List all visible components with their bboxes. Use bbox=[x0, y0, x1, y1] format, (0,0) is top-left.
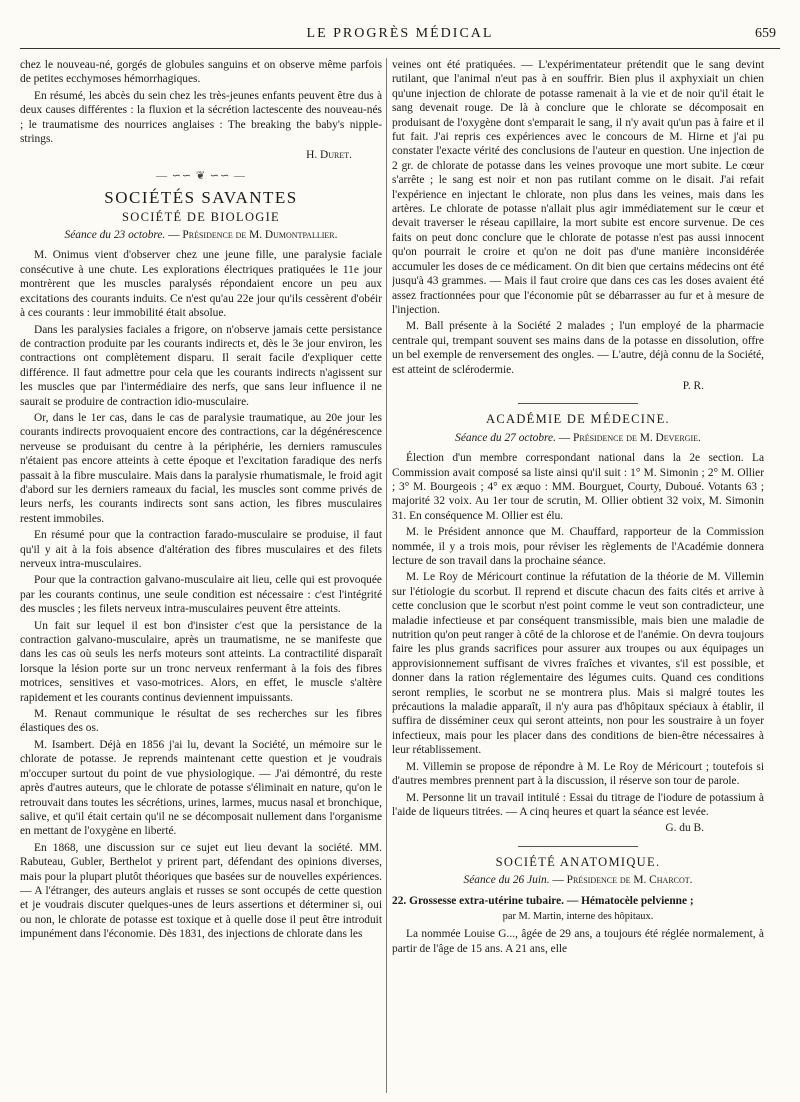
seance-anatomique-date: Séance du 26 Juin. bbox=[463, 874, 550, 887]
left-column bbox=[20, 58, 382, 1098]
journal-title: LE PROGRÈS MÉDICAL bbox=[306, 26, 494, 41]
seance-anatomique bbox=[392, 873, 764, 887]
paragraph-onimus: M. Onimus vient d'observer chez une jeune fille, une paralysie faciale consécutive à une chute. Les explorations électriques pratiquées le 11e jour montrèrent que les muscles paralysés répondaient encore un peu aux excitations des courants induits. Ce n'est qu'au 22e jour qu'ils cessèrent d'obéir à ces courants : leur immobilité était absolue. bbox=[20, 249, 382, 320]
society-title-anatomique: SOCIÉTÉ ANATOMIQUE. bbox=[495, 854, 661, 869]
society-title-academie: ACADÉMIE DE MÉDECINE. bbox=[486, 412, 670, 427]
signature-row-gdb bbox=[392, 821, 704, 835]
paragraph-election: Élection d'un membre correspondant national dans la 2e section. La Commission avait composé sa liste ainsi qu'il suit : 1° M. Simonin ; 2° M. Ollier ; 3° M. Bourgeois ; 4° ex æquo : MM. Bourguet, Courty, Duboué. Votants 63 ; majorité 32 voix. Au 1er tour de scrutin, M. Ollier obtient 32 voix, M. Simonin 31. En conséquence M. Ollier est élu. bbox=[392, 452, 764, 522]
paragraph-insister: Un fait sur lequel il est bon d'insister c'est que la persistance de la contraction galvano-musculaire, après un traumatisme, ne se manifeste que dans les cas où seuls les nerfs moteurs sont atteints. La contractilité disparaît lorsque la lésion porte sur un tronc nerveux renfermant à la fois des fibres motrices, sensitives et vaso-motrices. Alors, en effet, le muscle s'altère rapidement et les courants continus deviennent impuissants. bbox=[20, 619, 382, 704]
paragraph-traumatique: Or, dans le 1er cas, dans le cas de paralysie traumatique, au 20e jour les courants indirects provoquaient encore des contractions, car la dégénérescence nerveuse se produisant du centre à la périphérie, les derniers ramuscules n'étaient pas encore atteints à cette époque et l'excitation faradique des nerfs passait à la fibre musculaire. Mais dans la paralysie rhumatismale, le froid agit d'abord sur les derniers rameaux du facial, les muscles sont comme privés de leurs nerfs, les courants indirects sont sans action, les fibres musculaires restent immobiles. bbox=[20, 411, 382, 525]
paragraph-president: M. le Président annonce que M. Chauffard, rapporteur de la Commission nommée, il y a trois mois, pour réviser les règlements de l'Académie donnera lecture de son travail dans la prochaine séance. bbox=[392, 526, 764, 567]
paragraph-1868: En 1868, une discussion sur ce sujet eut lieu devant la société. MM. Rabuteau, Gubler, Berthelot y prirent part, défendant des opinions diverses, mais pour la plupart plutôt théoriques que basées sur de nouvelles expériences. — A l'étranger, des auteurs anglais et russes se sont occupés de cette question et je voudrais discuter quelques-unes de leurs assertions et déterminer si, oui ou non, le chlorate de potasse est toxique et à quelle dose il peut être introduit impunément dans l'économie. Dès 1831, des injections de chlorate dans les bbox=[20, 841, 382, 941]
paragraph-isambert: M. Isambert. Déjà en 1856 j'ai lu, devant la Société, un mémoire sur le chlorate de potasse. Je reprends maintenant cette question et je voudrais m'occuper surtout du point de vue physiologique. — J'ai démontré, du reste après d'autres auteurs, que le chlorate de potasse s'éliminait en nature, qu'on le retrouvait dans toutes les sécrétions, urines, larmes, mucus nasal et bronchique, salive, et qu'il était certain qu'il ne se décomposait nullement dans l'organisme en mettant de l'oxygène en liberté. bbox=[20, 738, 382, 838]
seance-academie bbox=[392, 431, 764, 445]
signature-duret: H. Duret. bbox=[306, 149, 352, 162]
paragraph-ball: M. Ball présente à la Société 2 malades ; l'un employé de la pharmacie centrale qui, trempant souvent ses mains dans de la potasse en dissolution, offre un bel exemple de renversement des ongles. — L'autre, déjà connu de la Société, est atteint de sclérodermie. bbox=[392, 320, 764, 376]
ornament-divider: — ∽∽ ❦ ∽∽ — bbox=[155, 169, 247, 182]
observation-title: 22. Grossesse extra-utérine tubaire. — Hématocèle pelvienne ; bbox=[392, 894, 694, 907]
seance-biologie-date: Séance du 23 octobre. bbox=[64, 229, 166, 242]
paragraph-louise: La nommée Louise G..., âgée de 29 ans, a toujours été réglée normalement, à partir de l'âge de 15 ans. A 21 ans, elle bbox=[392, 928, 764, 955]
paragraph-villemin: M. Villemin se propose de répondre à M. Le Roy de Méricourt ; toutefois si d'autres membres prennent part à la discussion, il réserve son tour de parole. bbox=[392, 760, 764, 788]
paragraph-intro-continued: chez le nouveau-né, gorgés de globules sanguins et on observe même parfois de petites ecchymoses hémorrhagiques. bbox=[20, 59, 382, 86]
seance-biologie-presidence: — Présidence de M. Dumontpallier. bbox=[168, 229, 338, 242]
paragraph-galvano: Pour que la contraction galvano-musculaire ait lieu, celle qui est provoquée par les courants continus, une seule condition est nécessaire : c'est l'intégrité des muscles ; les filets nerveux intra-musculaires peuvent être atteints. bbox=[20, 574, 382, 616]
signature-row-pr bbox=[392, 379, 704, 393]
paragraph-personne: M. Personne lit un travail intitulé : Essai du titrage de l'iodure de potassium à l'aide de liqueurs titrées. — A cinq heures et quart la séance est levée. bbox=[392, 791, 764, 818]
seance-academie-date: Séance du 27 octobre. bbox=[455, 431, 556, 444]
section-title: SOCIÉTÉS SAVANTES bbox=[104, 188, 298, 208]
section-rule-2 bbox=[518, 846, 638, 847]
society-title-biologie: SOCIÉTÉ DE BIOLOGIE bbox=[121, 209, 280, 224]
right-column bbox=[392, 58, 764, 1098]
paragraph-renaut: M. Renaut communique le résultat de ses recherches sur les fibres élastiques des os. bbox=[20, 708, 382, 735]
paragraph-resume: En résumé, les abcès du sein chez les très-jeunes enfants peuvent être dus à deux causes différentes : la fluxion et la sécrétion lactescente des nouveau-nés ; le traumatisme des nourrices anglaises : The breaking the baby's nipple-strings. bbox=[20, 89, 382, 146]
signature-row bbox=[20, 148, 352, 162]
signature-gdb: G. du B. bbox=[665, 822, 704, 835]
paragraph-leroy: M. Le Roy de Méricourt continue la réfutation de la théorie de M. Villemin sur l'étiologie du scorbut. Il reprend et discute chacun des faits cités et arrive à cette conclusion que le scorbut n'est point comme le veut son contradicteur, une maladie infectieuse et par conséquent transmissible, mais bien une maladie de nutrition qu'on peut ranger à côté de la chlorose et de l'anémie. On devra toujours faire les plus grands sacrifices pour assurer aux troupes ou aux équipages un approvisionnement suffisant de vivres fraîches et vivantes, s'il est possible, et donner dans la ration réglementaire des légumes cuits. Quand ces conditions seront remplies, le scorbut ne se montrera plus. Mais si malgré toutes les précautions la maladie apparaît, il n'y aura pas d'hôpitaux spéciaux à établir, il suffira de disséminer ceux qui seront atteints, non pour les soustraire à un foyer infectieux, mais pour les placer dans des conditions de bien-être nécessaires à leur rétablissement. bbox=[392, 571, 764, 757]
page-header bbox=[20, 8, 780, 49]
paragraph-veines: veines ont été pratiquées. — L'expérimentateur prétendit que le sang devint rutilant, que l'animal n'eut pas à en souffrir. Bien plus il axphyxiait un chien qu'une injection de chlorate de potasse ramenait à la vie et de noir qu'il était le sang devenait rouge. De là à conclure que le chlorate se décomposait en produisant de l'oxygène dont s'emparait le sang, il n'y avait qu'un pas à faire et il fut fait. J'ai repris ces expériences avec le concours de M. Hirne et j'ai pu constater l'exacte vérité des conclusions de l'auteur en question. Une injection de 2 gr. de chlorate de potasse dans les veines provoque une mort subite. Le cœur s'arrête ; le sang est noir et non pas rutilant comme on le disait. J'ai refait l'expérience en injectant le chlorate, non plus dans les veines, mais dans les artères. Le chlorate de potasse n'allait plus agir immédiatement sur le cœur et devait traverser le réseau capillaire, la mort subite est encore survenue. De ces faits on peut donc conclure que le chlorate de potasse n'est pas aussi innocent qu'on pourrait le croire et qu'on ne doit pas d'une manière inconsidérée accumuler les doses de ce médicament. On dit bien que certains médecins ont été jusqu'à 43 grammes. — Mais il faut croire que dans ces cas les doses avaient été assez fractionnées pour que l'économie pût se débarrasser au fur et à mesure de l'injection. bbox=[392, 59, 764, 316]
column-divider bbox=[386, 58, 387, 1093]
observation-author: par M. Martin, interne des hôpitaux. bbox=[502, 910, 654, 922]
seance-anatomique-presidence: — Présidence de M. Charcot. bbox=[552, 874, 693, 887]
paragraph-farado: En résumé pour que la contraction farado-musculaire se produise, il faut qu'il y ait à la fois absence d'altération des fibres musculaires et des filets nerveux intra-musculaires. bbox=[20, 529, 382, 570]
section-rule bbox=[518, 403, 638, 404]
page-number: 659 bbox=[755, 26, 776, 41]
seance-biologie bbox=[20, 228, 382, 242]
signature-pr: P. R. bbox=[682, 379, 704, 392]
seance-academie-presidence: — Présidence de M. Devergie. bbox=[558, 431, 701, 444]
paragraph-frigore: Dans les paralysies faciales a frigore, on n'observe jamais cette persistance de contraction produite par les courants indirects et, dès le 3e jour environ, les contractions ont complètement disparu. Il serait facile d'expliquer cette différence. Il faut admettre pour cela que les courants indirects n'agissent sur les muscles que par l'intermédiaire des nerfs, que sans leur influence il ne saurait se produire de contraction idio-musculaire. bbox=[20, 323, 382, 408]
